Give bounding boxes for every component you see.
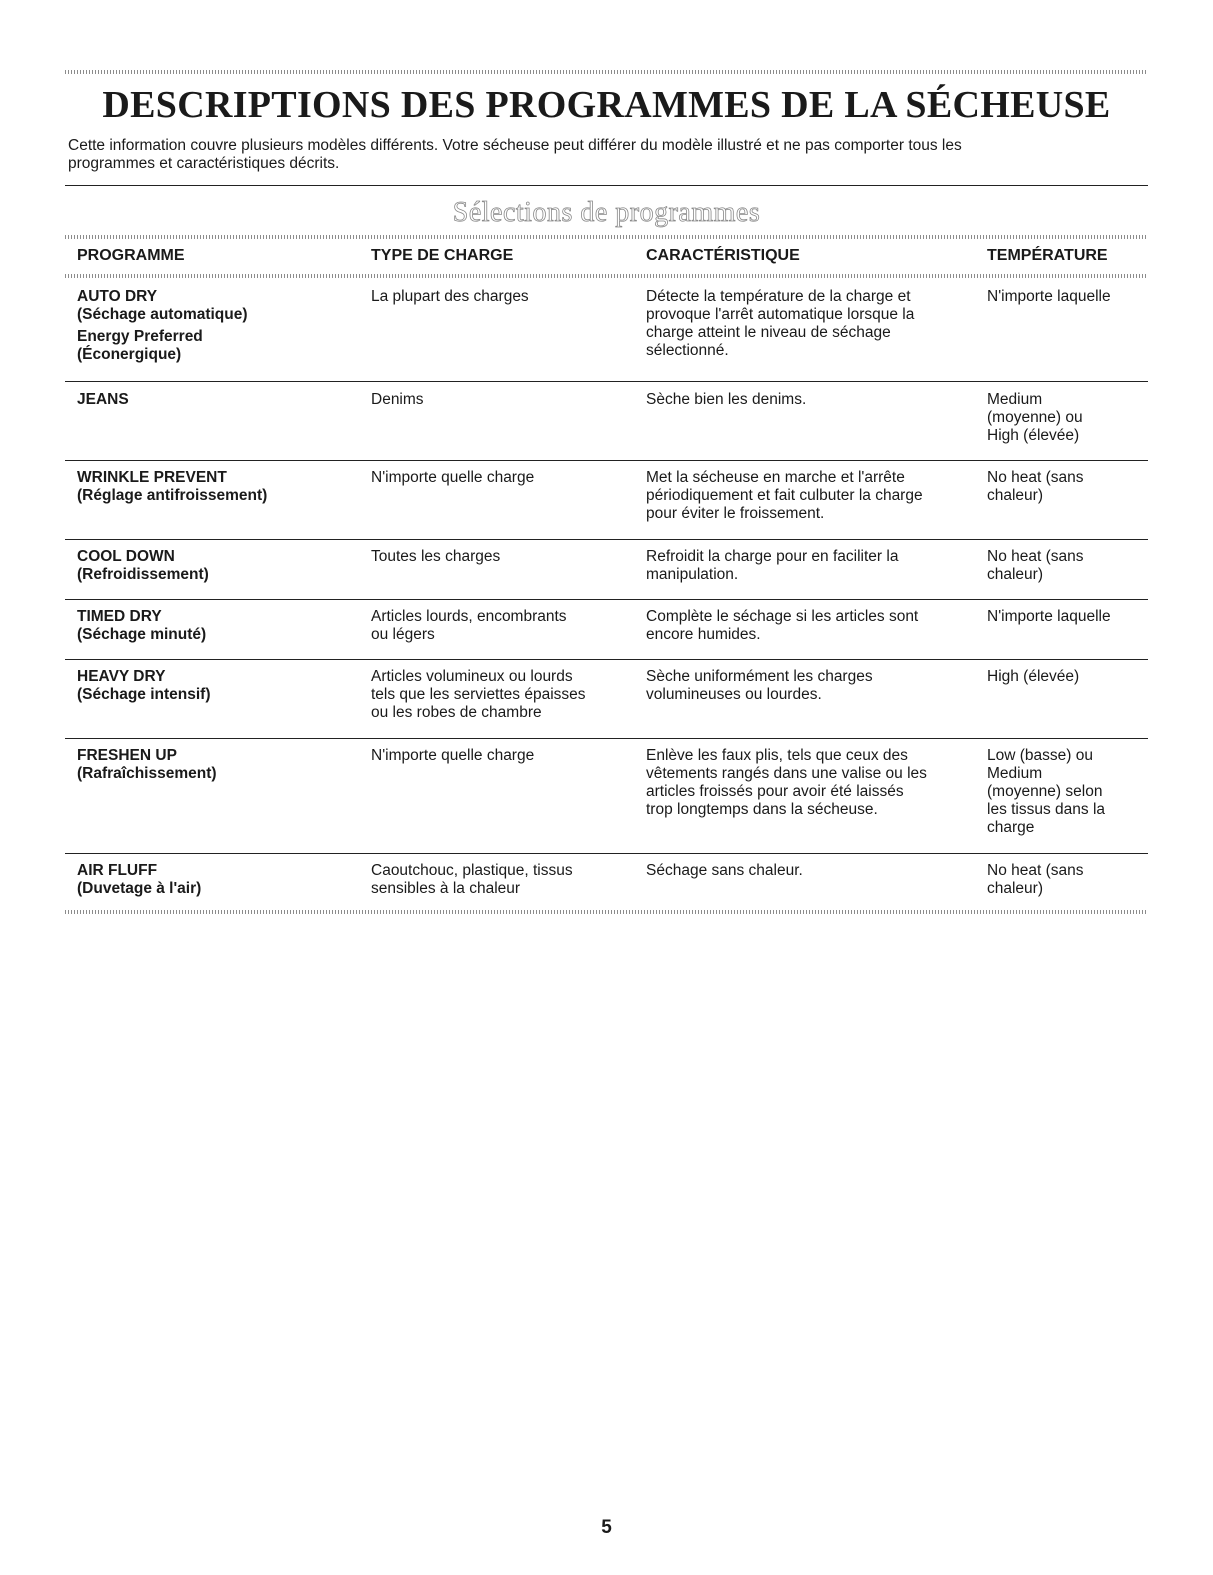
programme-cell: [77, 391, 367, 409]
table-bottom-hatch: [65, 910, 1148, 914]
type-de-charge-cell: [371, 862, 641, 898]
type-de-charge-cell-line: ou légers: [371, 626, 435, 643]
type-de-charge-cell-line: ou les robes de chambre: [371, 704, 542, 721]
programme-cell-line: AIR FLUFF: [77, 862, 158, 879]
caracteristique-cell: [646, 862, 976, 880]
programme-cell-line: HEAVY DRY: [77, 668, 166, 685]
temperature-cell: [987, 608, 1147, 626]
caracteristique-cell-line: Sèche bien les denims.: [646, 391, 807, 408]
temperature-cell-line: chaleur): [987, 487, 1043, 504]
page-title: DESCRIPTIONS DES PROGRAMMES DE LA SÉCHEUSE: [102, 84, 1111, 126]
temperature-cell-line: (moyenne) selon: [987, 783, 1103, 800]
programme-cell: [77, 747, 367, 783]
temperature-cell-line: Medium: [987, 391, 1043, 408]
temperature-cell-line: High (élevée): [987, 427, 1080, 444]
temperature-cell: [987, 391, 1147, 445]
type-de-charge-cell-line: N'importe quelle charge: [371, 747, 535, 764]
caracteristique-cell-line: manipulation.: [646, 566, 739, 583]
type-de-charge-cell: [371, 288, 641, 306]
programme-cell-line: (Séchage minuté): [77, 626, 207, 643]
caracteristique-cell-line: Complète le séchage si les articles sont: [646, 608, 919, 625]
header-caracteristique: CARACTÉRISTIQUE: [646, 247, 800, 264]
temperature-cell: [987, 747, 1147, 837]
temperature-cell-line: les tissus dans la: [987, 801, 1106, 818]
programme-cell: [77, 288, 367, 364]
type-de-charge-cell: [371, 608, 641, 644]
type-de-charge-cell: [371, 747, 641, 765]
caracteristique-cell: [646, 391, 976, 409]
temperature-cell-line: No heat (sans: [987, 862, 1084, 879]
type-de-charge-cell-line: tels que les serviettes épaisses: [371, 686, 586, 703]
top-hatch-rule: [65, 70, 1148, 74]
row-separator: [65, 539, 1148, 540]
temperature-cell: [987, 469, 1147, 505]
temperature-cell-line: Medium: [987, 765, 1043, 782]
caracteristique-cell-line: Sèche uniformément les charges: [646, 668, 873, 685]
section-title: Sélections de programmes: [452, 197, 761, 228]
type-de-charge-cell-line: Articles lourds, encombrants: [371, 608, 567, 625]
programme-cell-line: (Duvetage à l'air): [77, 880, 202, 897]
intro-line-2: programmes et caractéristiques décrits.: [68, 155, 340, 172]
caracteristique-cell: [646, 288, 976, 360]
type-de-charge-cell-line: Caoutchouc, plastique, tissus: [371, 862, 573, 879]
header-temperature: TEMPÉRATURE: [987, 247, 1108, 264]
temperature-cell: [987, 862, 1147, 898]
programme-cell: [77, 862, 367, 898]
programme-cell-line: (Séchage automatique): [77, 306, 248, 323]
programme-cell: [77, 668, 367, 704]
temperature-cell-line: (moyenne) ou: [987, 409, 1083, 426]
temperature-cell: [987, 548, 1147, 584]
header-programme: PROGRAMME: [77, 247, 185, 264]
caracteristique-cell: [646, 747, 976, 819]
page-number: 5: [601, 1517, 612, 1538]
type-de-charge-cell: [371, 548, 641, 566]
temperature-cell-line: High (élevée): [987, 668, 1080, 685]
temperature-cell-line: chaleur): [987, 566, 1043, 583]
caracteristique-cell: [646, 548, 976, 584]
row-separator: [65, 460, 1148, 461]
temperature-cell: [987, 668, 1147, 686]
type-de-charge-cell-line: La plupart des charges: [371, 288, 529, 305]
programme-cell-line: (Réglage antifroissement): [77, 487, 268, 504]
temperature-cell-line: chaleur): [987, 880, 1043, 897]
caracteristique-cell: [646, 469, 976, 523]
programme-cell-line: AUTO DRY: [77, 288, 158, 305]
caracteristique-cell-line: Détecte la température de la charge et: [646, 288, 911, 305]
row-separator: [65, 381, 1148, 382]
intro-rule: [65, 185, 1148, 186]
header-bottom-hatch: [65, 274, 1148, 278]
caracteristique-cell-line: trop longtemps dans la sécheuse.: [646, 801, 878, 818]
row-separator: [65, 738, 1148, 739]
header-type-de-charge: TYPE DE CHARGE: [371, 247, 514, 264]
type-de-charge-cell-line: Denims: [371, 391, 424, 408]
type-de-charge-cell: [371, 391, 641, 409]
temperature-cell-line: charge: [987, 819, 1035, 836]
caracteristique-cell-line: Enlève les faux plis, tels que ceux des: [646, 747, 908, 764]
temperature-cell-line: N'importe laquelle: [987, 608, 1111, 625]
caracteristique-cell-line: encore humides.: [646, 626, 761, 643]
temperature-cell-line: No heat (sans: [987, 548, 1084, 565]
caracteristique-cell-line: charge atteint le niveau de séchage: [646, 324, 891, 341]
type-de-charge-cell: [371, 668, 641, 722]
caracteristique-cell-line: périodiquement et fait culbuter la charge: [646, 487, 923, 504]
intro-text: [68, 137, 1148, 173]
programme-cell-line: Energy Preferred: [77, 328, 203, 345]
intro-line-1: Cette information couvre plusieurs modèles différents. Votre sécheuse peut différer du modèle illustré et ne pas comporter tous les: [68, 137, 962, 154]
caracteristique-cell: [646, 608, 976, 644]
temperature-cell-line: Low (basse) ou: [987, 747, 1093, 764]
caracteristique-cell-line: sélectionné.: [646, 342, 729, 359]
programme-cell-line: TIMED DRY: [77, 608, 162, 625]
programme-cell: [77, 469, 367, 505]
programme-cell-line: (Séchage intensif): [77, 686, 211, 703]
row-separator: [65, 659, 1148, 660]
header-top-hatch: [65, 235, 1148, 239]
programme-cell-line: (Rafraîchissement): [77, 765, 217, 782]
temperature-cell-line: N'importe laquelle: [987, 288, 1111, 305]
programme-cell-line: COOL DOWN: [77, 548, 175, 565]
caracteristique-cell-line: articles froissés pour avoir été laissés: [646, 783, 904, 800]
caracteristique-cell-line: vêtements rangés dans une valise ou les: [646, 765, 927, 782]
programme-cell-line: FRESHEN UP: [77, 747, 177, 764]
programme-cell: [77, 608, 367, 644]
programme-cell-line: (Refroidissement): [77, 566, 209, 583]
programme-cell: [77, 548, 367, 584]
programme-cell-line: (Éconergique): [77, 346, 182, 363]
type-de-charge-cell: [371, 469, 641, 487]
programme-cell-line: WRINKLE PREVENT: [77, 469, 227, 486]
programme-cell-line: JEANS: [77, 391, 129, 408]
temperature-cell: [987, 288, 1147, 306]
caracteristique-cell-line: provoque l'arrêt automatique lorsque la: [646, 306, 915, 323]
type-de-charge-cell-line: sensibles à la chaleur: [371, 880, 521, 897]
temperature-cell-line: No heat (sans: [987, 469, 1084, 486]
caracteristique-cell-line: volumineuses ou lourdes.: [646, 686, 822, 703]
type-de-charge-cell-line: Articles volumineux ou lourds: [371, 668, 573, 685]
type-de-charge-cell-line: N'importe quelle charge: [371, 469, 535, 486]
row-separator: [65, 853, 1148, 854]
caracteristique-cell-line: Séchage sans chaleur.: [646, 862, 803, 879]
caracteristique-cell: [646, 668, 976, 704]
row-separator: [65, 599, 1148, 600]
caracteristique-cell-line: pour éviter le froissement.: [646, 505, 825, 522]
type-de-charge-cell-line: Toutes les charges: [371, 548, 501, 565]
caracteristique-cell-line: Met la sécheuse en marche et l'arrête: [646, 469, 905, 486]
caracteristique-cell-line: Refroidit la charge pour en faciliter la: [646, 548, 899, 565]
